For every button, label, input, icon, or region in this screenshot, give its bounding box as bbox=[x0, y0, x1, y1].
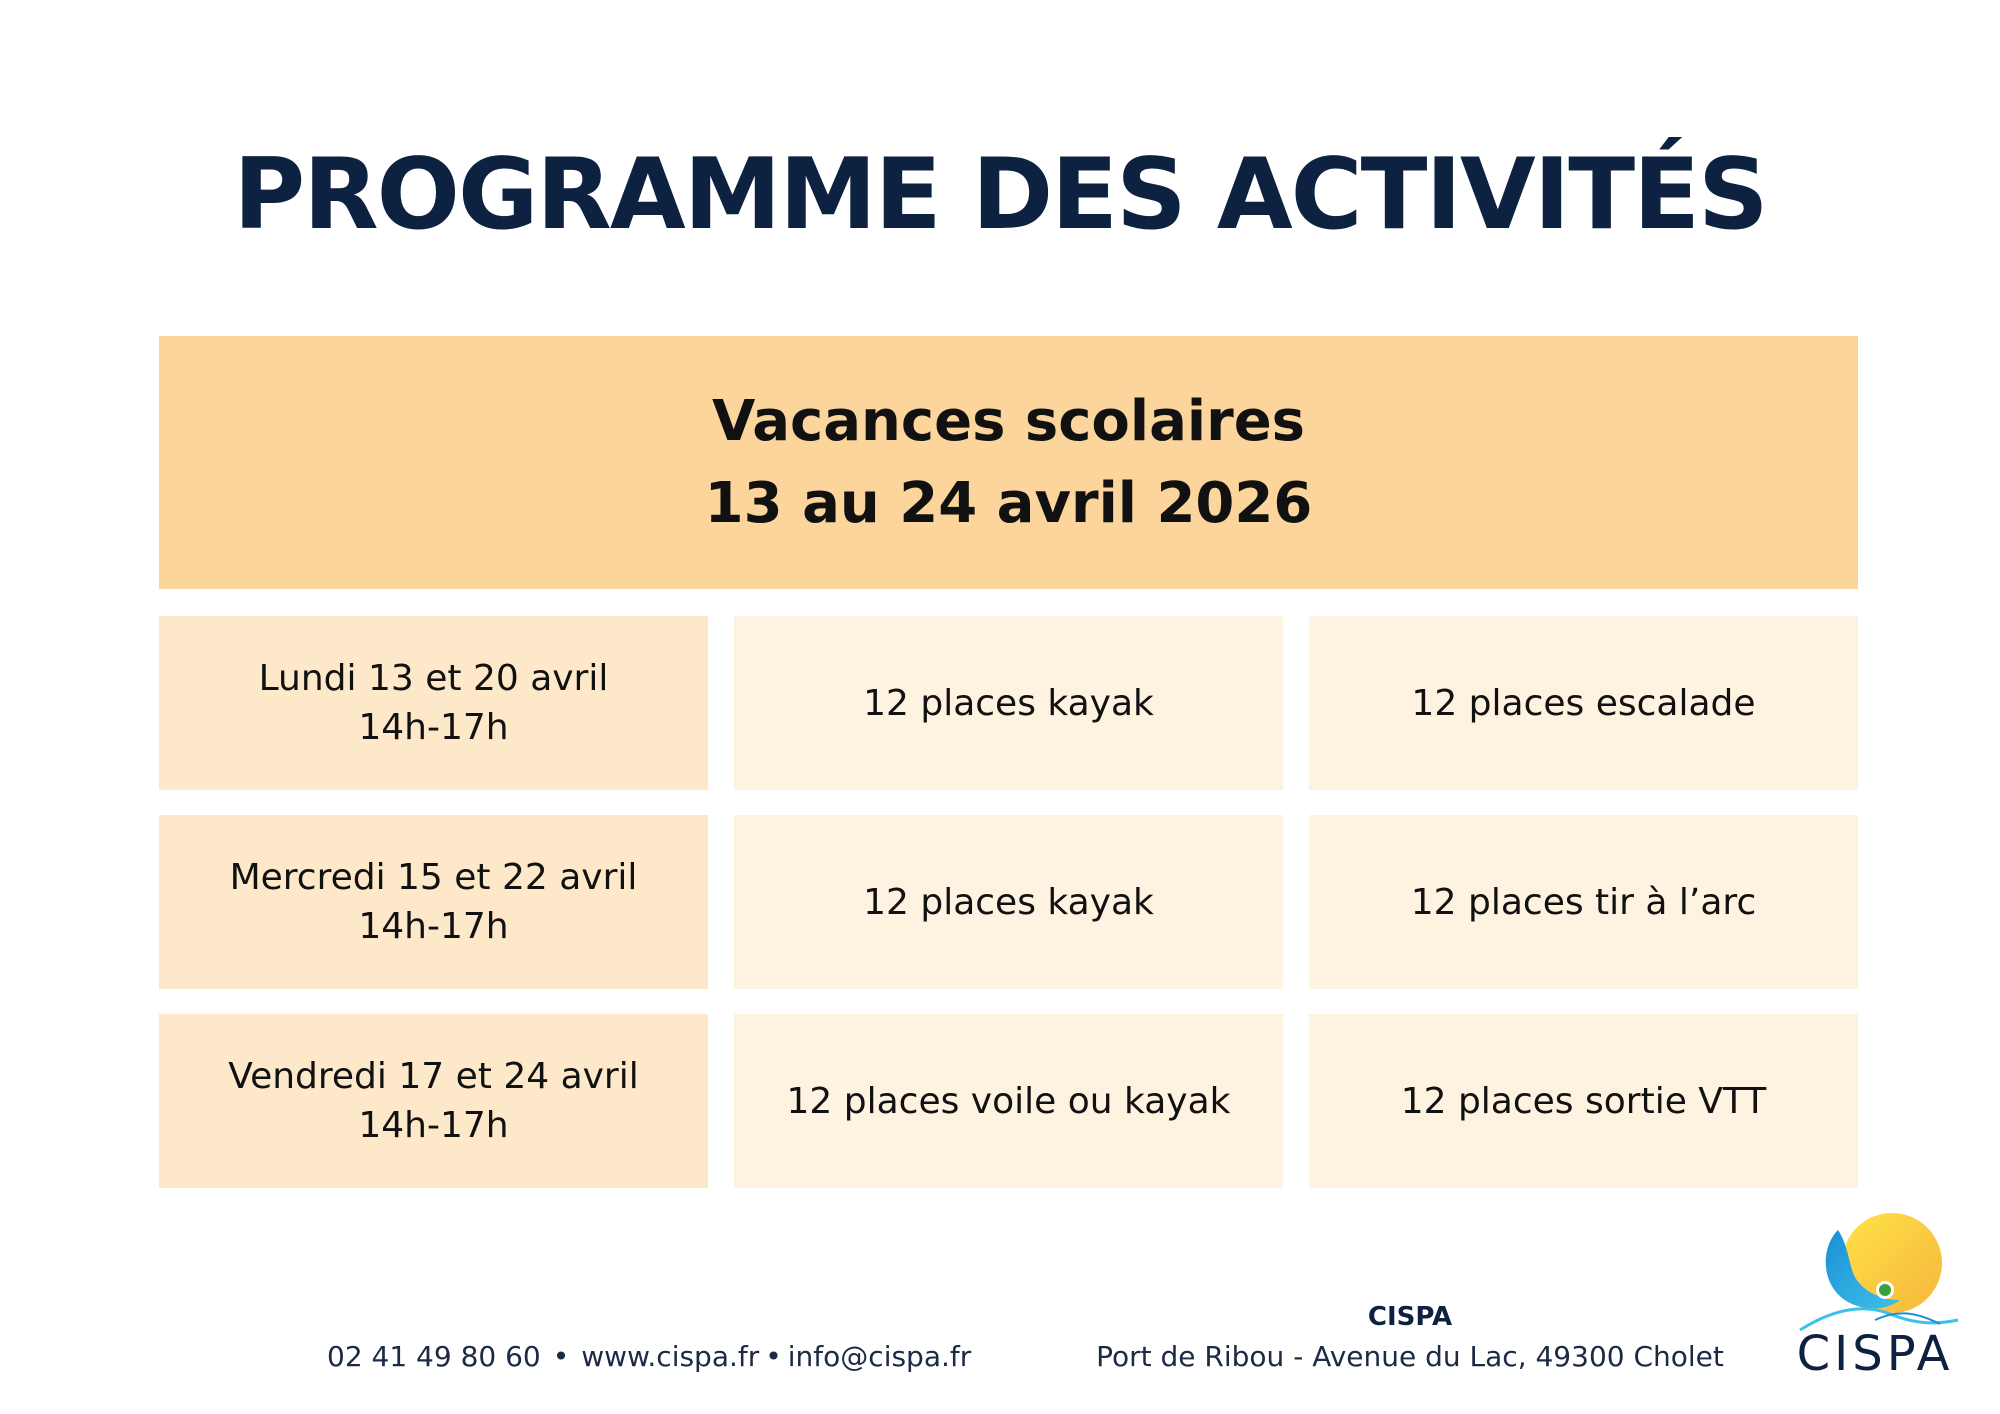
activity-label: 12 places escalade bbox=[1411, 682, 1756, 724]
logo-text: CISPA bbox=[1796, 1326, 1954, 1382]
banner-subtitle: Vacances scolaires bbox=[711, 388, 1306, 454]
time-label: 14h-17h bbox=[358, 906, 509, 947]
day-cell bbox=[159, 1014, 708, 1188]
day-label: Vendredi 17 et 24 avril bbox=[228, 1056, 639, 1097]
activity-cell bbox=[1309, 616, 1858, 790]
org-name: CISPA bbox=[1367, 1302, 1453, 1332]
banner-dates: 13 au 24 avril 2026 bbox=[704, 470, 1313, 536]
time-label: 14h-17h bbox=[358, 707, 509, 748]
phone-number: 02 41 49 80 60 bbox=[327, 1340, 541, 1373]
activity-cell bbox=[1309, 1014, 1858, 1188]
period-banner bbox=[159, 336, 1858, 589]
activity-label: 12 places kayak bbox=[863, 682, 1154, 724]
activity-cell bbox=[734, 815, 1283, 989]
activity-label: 12 places kayak bbox=[863, 881, 1154, 923]
cispa-logo bbox=[1780, 1208, 1970, 1383]
activity-cell bbox=[1309, 815, 1858, 989]
website-link[interactable]: www.cispa.fr bbox=[581, 1340, 760, 1373]
page-title: PROGRAMME DES ACTIVITÉS bbox=[233, 138, 1767, 252]
activity-cell bbox=[734, 616, 1283, 790]
day-label: Mercredi 15 et 22 avril bbox=[229, 857, 638, 898]
activity-label: 12 places sortie VTT bbox=[1400, 1080, 1767, 1122]
day-cell bbox=[159, 616, 708, 790]
activities-table bbox=[159, 616, 1858, 1188]
logo-icon bbox=[1780, 1208, 1970, 1338]
activity-label: 12 places tir à l’arc bbox=[1410, 881, 1757, 923]
activity-label: 12 places voile ou kayak bbox=[786, 1080, 1231, 1122]
contact-info bbox=[327, 1340, 971, 1373]
separator-dot: • bbox=[765, 1340, 782, 1373]
day-cell bbox=[159, 815, 708, 989]
activity-cell bbox=[734, 1014, 1283, 1188]
day-label: Lundi 13 et 20 avril bbox=[258, 658, 609, 699]
org-address: Port de Ribou - Avenue du Lac, 49300 Cholet bbox=[1096, 1340, 1724, 1373]
separator-dot: • bbox=[552, 1340, 570, 1373]
time-label: 14h-17h bbox=[358, 1105, 509, 1146]
email-link[interactable]: info@cispa.fr bbox=[787, 1340, 972, 1373]
